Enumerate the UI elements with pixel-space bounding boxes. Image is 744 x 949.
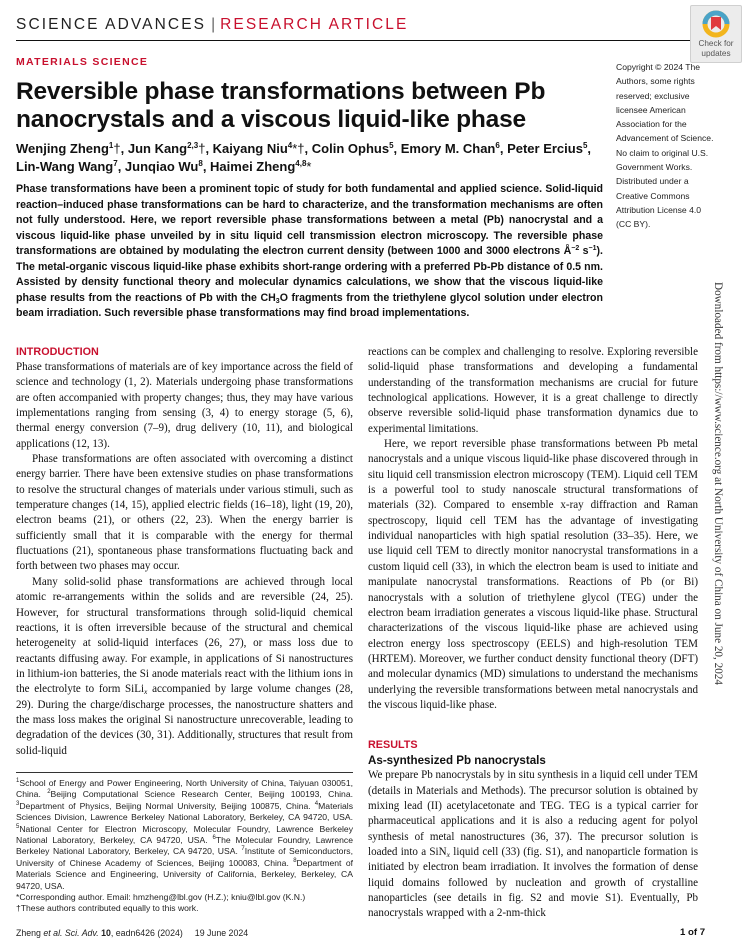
author-list: Wenjing Zheng$^1$†, Jun Kang$^{2,3}$†, Kaiyang Niu$^4$*†, Colin Ophus$^5$, Emory M. Chan$^6$, Peter Ercius$^5$, Lin-Wang Wang$^7$, Junqiao Wu$^8$, Haimei Zheng$^{4,8}$* xyxy=(16,141,592,174)
affiliation-text: The Molecular Foundry, Lawrence Berkeley National Laboratory, Berkeley, CA 94720, USA. xyxy=(16,835,353,857)
header-separator: | xyxy=(211,16,216,33)
citation-etal: et al. xyxy=(43,928,63,938)
citation-id: , eadn6426 (2024) xyxy=(110,928,183,938)
check-for-updates-label-1: Check for xyxy=(698,39,734,48)
author[interactable] xyxy=(16,141,121,156)
affiliation-text: Materials Sciences Division, Lawrence Berkeley National Laboratory, Berkeley, CA 94720, USA. xyxy=(16,800,353,823)
corresponding-author: *Corresponding author. Email: hmzheng@lbl.gov (H.Z.); kniu@lbl.gov (K.N.) xyxy=(16,892,306,903)
journal-header xyxy=(16,16,408,34)
citation-date: 19 June 2024 xyxy=(194,928,249,938)
author-mark: * xyxy=(306,159,312,174)
copyright-notice: Copyright © 2024 The Authors, some rights reserved; exclusive licensee American Association for the Advancement of Science. No claim to original U.S. Government Works. Distributed under a Creative Commons Attribution License 4.0 (CC BY). xyxy=(616,62,714,230)
author[interactable] xyxy=(312,141,394,156)
article-type: RESEARCH ARTICLE xyxy=(220,16,409,33)
author-affiliation: 1 xyxy=(108,141,114,150)
body-column-right xyxy=(368,345,698,922)
author-name: Kaiyang Niu xyxy=(212,141,288,156)
abstract-superscript: −1 xyxy=(588,245,597,252)
paragraph-text: liquid cell (33) (fig. S1), and nanoparticle formation is initiated by electron beam irradiation. It involves the formation of dense liquid domains followed by nucleation and growth of crystalline nanoparticles (see details in fig. S2 and movie S1). Eventually, Pb nanocrystals wrapped with a 2-nm-thick xyxy=(368,845,698,920)
citation xyxy=(16,928,248,938)
section-label: MATERIALS SCIENCE xyxy=(16,56,149,68)
author-affiliation: 5 xyxy=(389,141,394,150)
page-number: 1 of 7 xyxy=(680,927,706,938)
paragraph: Phase transformations of materials are of key importance across the field of science and technology (1, 2). Materials undergoing phase transformations are often accompanied with property changes; thus, they may have various implementations ranging from sensing (3, 4) to energy storage (5, 6), thermal energy conversion (7–9), drug delivery (10, 11), and biological applications (12, 13). xyxy=(16,361,353,450)
affiliation-text: Institute of Semiconductors, University of Chinese Academy of Sciences, Beijing 100083, China. xyxy=(16,846,353,868)
author[interactable] xyxy=(507,141,587,156)
author-name: Jun Kang xyxy=(127,141,188,156)
footnote-rule xyxy=(16,772,353,773)
check-for-updates-icon xyxy=(701,9,731,39)
abstract-subscript: 3 xyxy=(275,297,280,305)
paragraph xyxy=(16,575,353,759)
paragraph xyxy=(368,768,698,921)
affiliation-number: 6 xyxy=(212,835,216,842)
abstract-text: ). The metal-organic viscous liquid-like phase exhibits short-range ordering with a preferred Pb-Pb distance of 0.5 nm. Assisted by density functional theory and molecular dynamics calculations, we show that the viscous liquid-like phase results from the reactions of Pb with the CH xyxy=(16,245,603,304)
author[interactable] xyxy=(213,141,305,156)
abstract-text: Phase transformations have been a prominent topic of study for both fundamental and applied science. Solid-liquid reaction–induced phase transformations can be hard to characterize, and the transformation mechanisms are often not fully understood. Here, we report reversible phase transformations between a metal (Pb) nanocrystal and a viscous liquid-like phase unveiled by in situ liquid cell transmission electron microscopy. The reversible phase transformations are obtained by modulating the electron current density (between 1000 and 3000 electrons Å xyxy=(16,183,603,257)
abstract-text: s xyxy=(579,245,589,257)
abstract-text: O fragments from the triethylene glycol solution under electron beam irradiation. Such reversible phase transformations may find broad implementations. xyxy=(16,291,604,319)
author[interactable] xyxy=(210,159,311,174)
affiliation-number: 8 xyxy=(293,857,297,864)
introduction-heading: INTRODUCTION xyxy=(16,346,99,358)
affiliation-number: 4 xyxy=(314,800,319,807)
affiliation-text: National Center for Electron Microscopy, Molecular Foundry, Lawrence Berkeley National Laboratory, Berkeley, CA 94720, USA. xyxy=(16,823,353,846)
subscript: x xyxy=(446,849,450,859)
author[interactable] xyxy=(125,159,203,174)
author-name: Haimei Zheng xyxy=(210,159,296,174)
paragraph-text: accompanied by large volume changes (28, 29). During the charge/discharge processes, the nanostructure shatters and the mass loss makes the original Si nanostructure unrecoverable, leading to degradation of the devices (30, 31). Additionally, structures that result from solid-liquid xyxy=(16,683,353,757)
paragraph-text: Many solid-solid phase transformations are achieved through local atomic re-arrangements within the solids and are reversible (24, 25). However, for structural transformations through solid-liquid chemical reactions, it is often irreversible because of the structural and chemical heterogeneity at solid-liquid interfaces (26, 27), or mass loss due to reactants diffusing away. For example, in applications of Si nanostructures in lithium-ion batteries, the Si anode materials react with the lithium ions in the electrolyte to form SiLi xyxy=(16,575,353,696)
affiliation-number: 7 xyxy=(241,846,245,853)
author-mark: † xyxy=(198,141,206,156)
subscript: x xyxy=(144,687,148,697)
paragraph-text: We prepare Pb nanocrystals by in situ synthesis in a liquid cell under TEM (details in Materials and Methods). The precursor solution is obtained by mixing lead (II) acetylacetonate and TEG. TEG is a typical carrier for pharmaceutical applications and it is also a reducing agent for polyol synthesis of metal nanostructures (36, 37). The precursor solution is loaded into a SiN xyxy=(368,769,698,858)
body-column-left xyxy=(16,345,353,759)
affiliation-text: Beijing Computational Science Research Center, Beijing 100193, China. xyxy=(50,789,353,800)
affiliation-text: Department of Physics, Beijing Normal University, Beijing 100875, China. xyxy=(19,800,315,811)
journal-name: SCIENCE ADVANCES xyxy=(16,16,207,33)
author-name: Wenjing Zheng xyxy=(16,141,109,156)
author-affiliation: 8 xyxy=(198,159,203,168)
author-affiliation: 6 xyxy=(495,141,500,150)
author[interactable] xyxy=(128,141,206,156)
footnotes xyxy=(16,778,353,915)
author-affiliation: 2,3 xyxy=(187,141,199,150)
author-affiliation: 4 xyxy=(287,141,293,150)
paragraph: Here, we report reversible phase transformations between Pb metal nanocrystals and a unique viscous liquid-like phase discovered through in situ liquid cell transmission electron microscopy (TEM). Liquid cell TEM is a powerful tool to study nanoscale structural transformations of materials (32). Compared to ensemble x-ray diffraction and Raman spectroscopy, liquid cell TEM has the advantage of investigating individual nanoparticles with high spatial resolution (33–35). Here, we use liquid cell TEM to directly monitor nanocrystal transformations in a custom liquid cell (33), in which the electron beam is used to initiate and manipulate nanocrystal transformations. Reactions of Pb (or Bi) nanocrystals with a solution of triethylene glycol (TEG) under the electron beam irradiation generates a viscous liquid-like phase. Structural characterizations of the viscous liquid-like phase are achieved using electron energy loss spectroscopy (EELS) and high-resolution TEM (HRTEM). Moreover, we further conduct density functional theory (DFT) and molecular dynamics (MD) simulations to understand the mechanisms underlying the reversible transformations between metal nanocrystals and the viscous liquid-like phase. xyxy=(368,438,698,711)
author-mark: *† xyxy=(292,141,305,156)
check-for-updates-label-2: updates xyxy=(701,48,731,58)
citation-journal: Sci. Adv. xyxy=(62,928,99,938)
author-mark: † xyxy=(113,141,121,156)
citation-authors: Zheng xyxy=(16,928,44,938)
paragraph: Phase transformations are often associated with overcoming a distinct energy barrier. There have been extensive studies on phase transformations to resolve the structural changes of materials under various stimuli, such as temperature changes (14, 15), applied electric fields (16–18), light (19, 20), electron beams (21), or others (22, 23). When the energy barrier is sufficiently small that it is comparable with the energy for thermal fluctuations (21), spontaneous phase transformations fluctuating back and forth between two phases may occur. xyxy=(16,453,353,573)
check-for-updates-button[interactable] xyxy=(690,5,742,63)
results-heading: RESULTS xyxy=(368,739,418,752)
affiliation-text: School of Energy and Power Engineering, North University of China, Taiyuan 030051, China. xyxy=(16,778,353,800)
abstract xyxy=(16,182,603,322)
article-title: Reversible phase transformations between Pb nanocrystals and a viscous liquid-like phase xyxy=(16,78,546,133)
affiliation-number: 2 xyxy=(47,789,51,796)
abstract-superscript: −2 xyxy=(571,245,580,252)
author-affiliation: 4,8 xyxy=(295,159,307,168)
citation-volume: 10 xyxy=(98,928,111,938)
header-rule xyxy=(16,40,696,41)
paragraph: reactions can be complex and challenging to resolve. Exploring reversible solid-liquid phase transformations and developing a fundamental understanding of the transformation mechanisms are crucial for future technological applications. However, it is a great challenge to directly observe reversible solid-liquid phase transformation dynamics due to experimental limitations. xyxy=(368,346,698,435)
author-name: Emory M. Chan xyxy=(400,141,496,156)
results-subheading: As-synthesized Pb nanocrystals xyxy=(368,754,546,768)
author-affiliation: 5 xyxy=(582,141,588,150)
affiliation-text: Department of Materials Science and Engineering, University of California, Berkeley, Berkeley, CA 94720, USA. xyxy=(16,857,353,891)
affiliation-number: 5 xyxy=(16,823,20,830)
affiliations xyxy=(16,778,353,892)
equal-contribution-note: †These authors contributed equally to this work. xyxy=(16,903,199,914)
author-name: Junqiao Wu xyxy=(124,159,199,174)
author-name: Peter Ercius xyxy=(507,141,583,156)
author[interactable] xyxy=(16,159,118,174)
affiliation-number: 1 xyxy=(16,778,20,784)
author-affiliation: 7 xyxy=(113,159,118,168)
affiliation-number: 3 xyxy=(16,800,20,807)
download-watermark: Downloaded from https://www.science.org at North University of China on June 20, 2024 xyxy=(712,282,724,685)
author-name: Lin-Wang Wang xyxy=(16,159,114,174)
author-name: Colin Ophus xyxy=(311,141,390,156)
author[interactable] xyxy=(401,141,500,156)
